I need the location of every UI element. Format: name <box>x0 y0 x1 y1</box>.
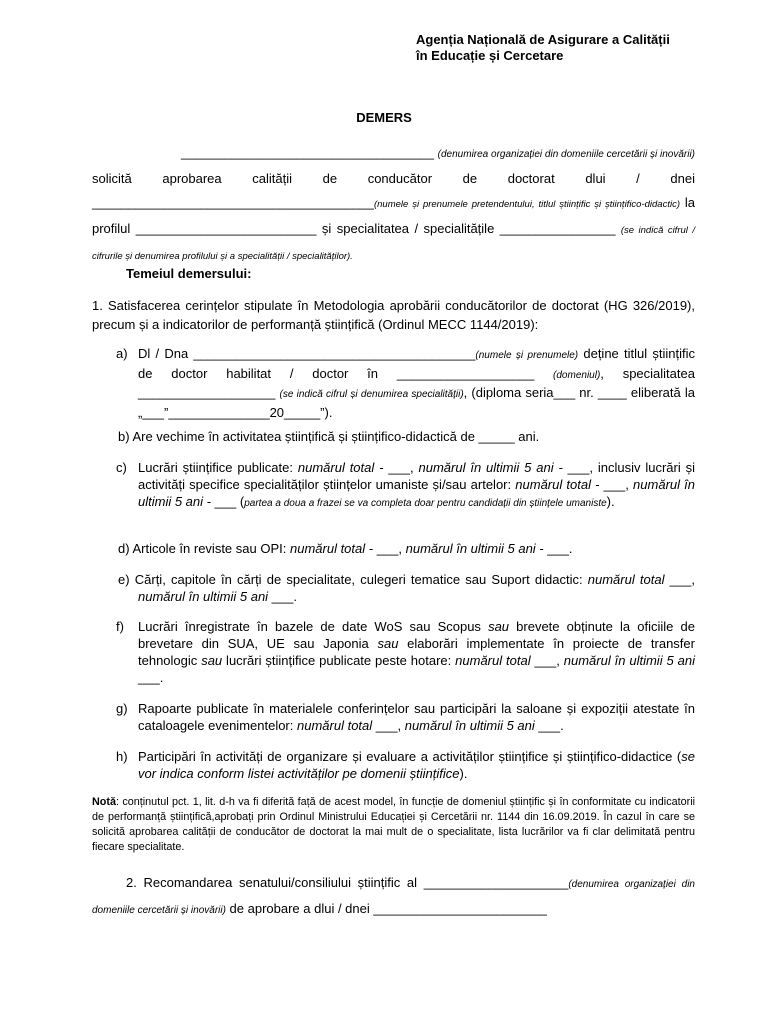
item-c-italic-2: numărul în ultimii 5 ani - <box>418 460 563 475</box>
item-f-italic-2: sau <box>377 636 399 651</box>
item-c-label: c) <box>116 460 127 475</box>
item-d-text-2: ___, <box>373 541 402 556</box>
item-d-italic-2: numărul în ultimii 5 ani - <box>405 541 544 556</box>
item-f-text-3: elaborări implementate în proiecte de transfer tehnologic <box>138 636 695 668</box>
agency-header <box>416 32 670 64</box>
item-h <box>116 748 695 782</box>
item-e-italic-1: numărul total <box>587 572 665 587</box>
item-g-text-3: ___. <box>534 718 564 733</box>
item-g-text-2: ___, <box>372 718 402 733</box>
item-a-text-2: deține titlul științific de doctor habilitat / doctor în <box>138 346 695 381</box>
point-2-text-1: 2. Recomandarea senatului/consiliului științific al <box>126 875 418 890</box>
point-2-blank-name: ________________________ <box>373 901 547 916</box>
item-c-text-5: ___ ( <box>210 494 245 509</box>
blank-candidate-name: _______________________________________ <box>92 195 374 210</box>
item-c-text-3: ___, inclusiv lucrări și activități specifice specialităților științelor umaniste și/sau artelor: <box>138 460 695 492</box>
item-b: b) Are vechime în activitatea științifică și științifico-didactică de _____ ani. <box>118 429 540 444</box>
item-e-italic-2: numărul în ultimii 5 ani <box>138 589 269 604</box>
item-a-note-specialty: (se indică cifrul și denumirea specialității) <box>279 389 464 400</box>
item-c-italic-3: numărul total - <box>515 477 600 492</box>
item-c-italic-4: numărul în ultimii 5 ani - <box>138 477 695 509</box>
item-c-text-1: Lucrări științifice publicate: <box>138 460 293 475</box>
item-d-text-3: ___. <box>543 541 573 556</box>
agency-line-1: Agenția Națională de Asigurare a Calității <box>416 32 670 47</box>
item-e-text-1: e) Cărți, capitole în cărți de specialitate, culegeri tematice sau Suport didactic: <box>118 572 583 587</box>
intro-request-text: solicită aprobarea calității de conducător de doctorat dlui / dnei <box>92 171 695 186</box>
item-g-italic-1: numărul total <box>297 718 373 733</box>
item-e-text-2: ___, <box>664 572 695 587</box>
item-a-text-4: , (diploma seria___ nr. ____ eliberată la „___”______________20_____”). <box>138 385 695 420</box>
item-h-text-1: Participări în activități de organizare și evaluare a activităților științifice și științifico-didactice ( <box>138 749 682 764</box>
point-2-paragraph <box>92 871 695 923</box>
agency-line-2: în Educație și Cercetare <box>416 48 564 63</box>
item-f-label: f) <box>116 619 124 634</box>
item-f-text-2: brevete obținute la oficiile de brevetare din SUA, UE sau Japonia <box>138 619 695 651</box>
blank-specialty: ________________ <box>499 221 616 236</box>
blank-profile: _________________________ <box>135 221 317 236</box>
item-a-blank-specialty: ___________________ <box>138 385 276 400</box>
note-label: Notă <box>92 796 116 808</box>
intro-paragraph <box>92 141 695 269</box>
item-e-text-3: ___. <box>268 589 297 604</box>
item-c-note: partea a doua a frazei se va completa doar pentru candidații din științele umaniste <box>244 498 607 509</box>
item-a-note-name: (numele și prenumele) <box>475 350 579 361</box>
note-paragraph <box>92 795 695 855</box>
item-h-italic-1: se vor indica conform listei activităților pe domenii științifice <box>138 749 695 781</box>
item-g-label: g) <box>116 701 128 716</box>
item-a-blank-domain: ___________________ <box>396 365 535 381</box>
item-a-text-1: Dl / Dna <box>138 346 189 361</box>
item-f-italic-3: sau <box>201 653 223 668</box>
item-f-text-6: ___. <box>138 670 164 685</box>
text-specialitatea: și specialitatea / specialitățile <box>321 221 495 236</box>
item-g <box>116 700 695 734</box>
item-f-italic-4: numărul total <box>455 653 531 668</box>
item-d-italic-1: numărul total - <box>289 541 374 556</box>
item-c-italic-1: numărul total - <box>297 460 384 475</box>
item-d-text-1: d) Articole în reviste sau OPI: <box>118 541 287 556</box>
item-c <box>116 459 695 512</box>
item-a-note-domain: (domeniul) <box>553 369 601 381</box>
note-specialty: (se indică cifrul / cifrurile și denumirea profilului și a specialității / specialităților). <box>92 225 695 262</box>
item-c-text-2: ___, <box>383 460 414 475</box>
section-title: Temeiul demersului: <box>126 266 252 281</box>
item-a <box>116 345 695 421</box>
item-c-text-4: ___, <box>599 477 629 492</box>
item-a-blank-name: _______________________________________ <box>193 346 476 361</box>
point-1-paragraph: 1. Satisfacerea cerințelor stipulate în Metodologia aprobării conducătorilor de doctorat (HG 326/2019), precum și a indicatorilor de performanță științifică (Ordinul MECC 1144/2019): <box>92 298 695 332</box>
item-f <box>116 618 695 686</box>
item-f-text-4: lucrări științifice publicate peste hotare: <box>222 653 452 668</box>
item-a-label: a) <box>116 346 128 361</box>
item-g-italic-2: numărul în ultimii 5 ani <box>404 718 535 733</box>
item-h-label: h) <box>116 749 128 764</box>
note-organization: (denumirea organizației din domeniile cercetării și inovării) <box>437 149 695 160</box>
note-candidate-name: (numele și prenumele pretendentului, titlul științific și științifico-didactic) <box>373 199 680 210</box>
point-2-blank-org: ____________________ <box>423 875 569 890</box>
document-title: DEMERS <box>356 110 412 125</box>
point-2-note-org: (denumirea organizației din domeniile cercetării și inovării) <box>92 879 695 916</box>
item-f-italic-5: numărul în ultimii 5 ani <box>563 653 695 668</box>
item-d <box>118 540 695 557</box>
item-f-italic-1: sau <box>488 619 510 634</box>
item-c-text-6: ). <box>606 494 615 509</box>
item-h-text-2: ). <box>459 766 468 781</box>
point-2-text-2: de aprobare a dlui / dnei <box>225 901 370 916</box>
item-a-text-3: , specialitatea <box>600 365 695 381</box>
note-text: : conținutul pct. 1, lit. d-h va fi diferită față de acest model, în funcție de domeniul științific și în conformitate cu indicatorii de performanță științifică,aprobați prin Ordinul Ministrului Educației și Cercetării nr. 1144 din 16.09.2019. În cazul în care se solicită aprobarea calității de conducător de doctorat la mai mult de o specialitate, lista lucrărilor va fi clar delimitată pentru fiecare specialitate. <box>92 796 695 853</box>
item-f-text-1: Lucrări înregistrate în bazele de date WoS sau Scopus <box>138 619 481 634</box>
item-f-text-5: ___, <box>530 653 560 668</box>
item-g-text-1: Rapoarte publicate în materialele conferințelor sau participări la saloane și expoziții atestate în cataloagele evenimentelor: <box>138 701 695 733</box>
blank-organization: ___________________________________ <box>180 145 435 160</box>
item-e <box>118 571 695 605</box>
text-la-profilul: la profilul <box>92 195 695 236</box>
